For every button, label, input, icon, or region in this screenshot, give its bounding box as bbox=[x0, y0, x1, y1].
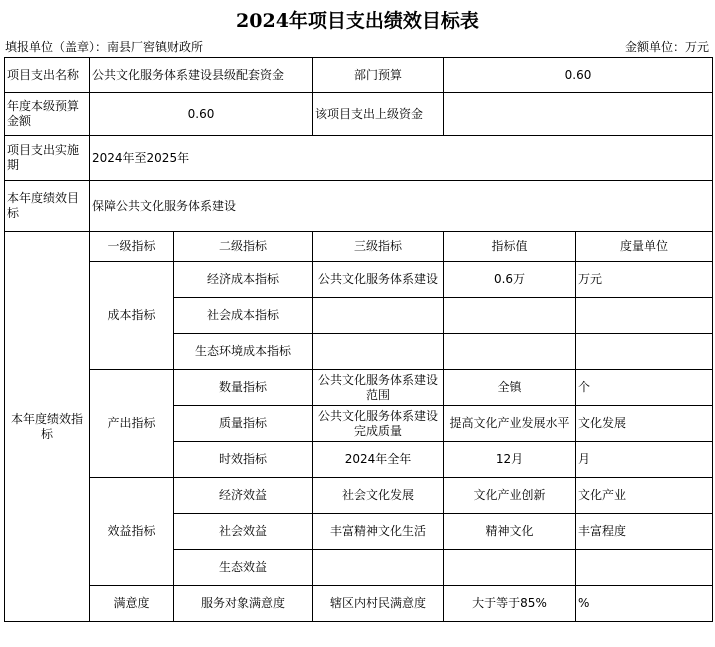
unit-cell: % bbox=[576, 586, 713, 622]
level2-cell: 生态效益 bbox=[174, 550, 313, 586]
value-cell bbox=[444, 550, 576, 586]
value-cell bbox=[444, 334, 576, 370]
level3-cell: 辖区内村民满意度 bbox=[313, 586, 444, 622]
performance-goal-table bbox=[4, 57, 713, 622]
level1-output: 产出指标 bbox=[90, 370, 174, 478]
dept-budget-label: 部门预算 bbox=[313, 58, 444, 93]
level2-cell: 数量指标 bbox=[174, 370, 313, 406]
value-cell: 12月 bbox=[444, 442, 576, 478]
level3-cell: 社会文化发展 bbox=[313, 478, 444, 514]
upper-fund-label: 该项目支出上级资金 bbox=[313, 93, 444, 136]
unit-cell: 万元 bbox=[576, 262, 713, 298]
unit-cell: 文化产业 bbox=[576, 478, 713, 514]
level3-cell: 丰富精神文化生活 bbox=[313, 514, 444, 550]
implementation-period-label: 项目支出实施期 bbox=[5, 136, 90, 181]
level3-cell bbox=[313, 334, 444, 370]
table-row bbox=[5, 478, 713, 514]
unit-cell: 个 bbox=[576, 370, 713, 406]
level2-cell: 社会效益 bbox=[174, 514, 313, 550]
annual-budget-value: 0.60 bbox=[90, 93, 313, 136]
level2-cell: 社会成本指标 bbox=[174, 298, 313, 334]
level3-cell: 公共文化服务体系建设完成质量 bbox=[313, 406, 444, 442]
reporting-unit: 填报单位（盖章）：南县厂窖镇财政所 bbox=[5, 40, 204, 54]
project-name-value: 公共文化服务体系建设县级配套资金 bbox=[90, 58, 313, 93]
level1-cost: 成本指标 bbox=[90, 262, 174, 370]
value-cell: 大于等于85% bbox=[444, 586, 576, 622]
table-row bbox=[5, 370, 713, 406]
level3-cell: 公共文化服务体系建设 bbox=[313, 262, 444, 298]
unit-cell: 月 bbox=[576, 442, 713, 478]
level2-cell: 服务对象满意度 bbox=[174, 586, 313, 622]
level3-cell bbox=[313, 550, 444, 586]
value-cell bbox=[444, 298, 576, 334]
level3-cell bbox=[313, 298, 444, 334]
unit-cell: 丰富程度 bbox=[576, 514, 713, 550]
value-cell: 0.6万 bbox=[444, 262, 576, 298]
page-title: 2024年项目支出绩效目标表 bbox=[236, 10, 479, 32]
upper-fund-value bbox=[444, 93, 713, 136]
implementation-period-value: 2024年至2025年 bbox=[90, 136, 713, 181]
unit-cell bbox=[576, 550, 713, 586]
header-unit: 度量单位 bbox=[576, 232, 713, 262]
header-level3: 三级指标 bbox=[313, 232, 444, 262]
table-row bbox=[5, 586, 713, 622]
level2-cell: 经济效益 bbox=[174, 478, 313, 514]
table-row bbox=[5, 262, 713, 298]
header-level2: 二级指标 bbox=[174, 232, 313, 262]
annual-goal-label: 本年度绩效目标 bbox=[5, 181, 90, 232]
level2-cell: 质量指标 bbox=[174, 406, 313, 442]
value-cell: 提高文化产业发展水平 bbox=[444, 406, 576, 442]
level3-cell: 2024年全年 bbox=[313, 442, 444, 478]
level1-benefit: 效益指标 bbox=[90, 478, 174, 586]
indicators-section-label: 本年度绩效指标 bbox=[5, 232, 90, 622]
annual-goal-value: 保障公共文化服务体系建设 bbox=[90, 181, 713, 232]
level3-cell: 公共文化服务体系建设范围 bbox=[313, 370, 444, 406]
header-level1: 一级指标 bbox=[90, 232, 174, 262]
level2-cell: 经济成本指标 bbox=[174, 262, 313, 298]
header-value: 指标值 bbox=[444, 232, 576, 262]
value-cell: 文化产业创新 bbox=[444, 478, 576, 514]
unit-cell: 文化发展 bbox=[576, 406, 713, 442]
level2-cell: 生态环境成本指标 bbox=[174, 334, 313, 370]
amount-unit: 金额单位：万元 bbox=[624, 40, 709, 54]
dept-budget-value: 0.60 bbox=[444, 58, 713, 93]
project-name-label: 项目支出名称 bbox=[5, 58, 90, 93]
unit-cell bbox=[576, 334, 713, 370]
value-cell: 全镇 bbox=[444, 370, 576, 406]
level1-satisfaction: 满意度 bbox=[90, 586, 174, 622]
unit-cell bbox=[576, 298, 713, 334]
value-cell: 精神文化 bbox=[444, 514, 576, 550]
annual-budget-label: 年度本级预算金额 bbox=[5, 93, 90, 136]
level2-cell: 时效指标 bbox=[174, 442, 313, 478]
